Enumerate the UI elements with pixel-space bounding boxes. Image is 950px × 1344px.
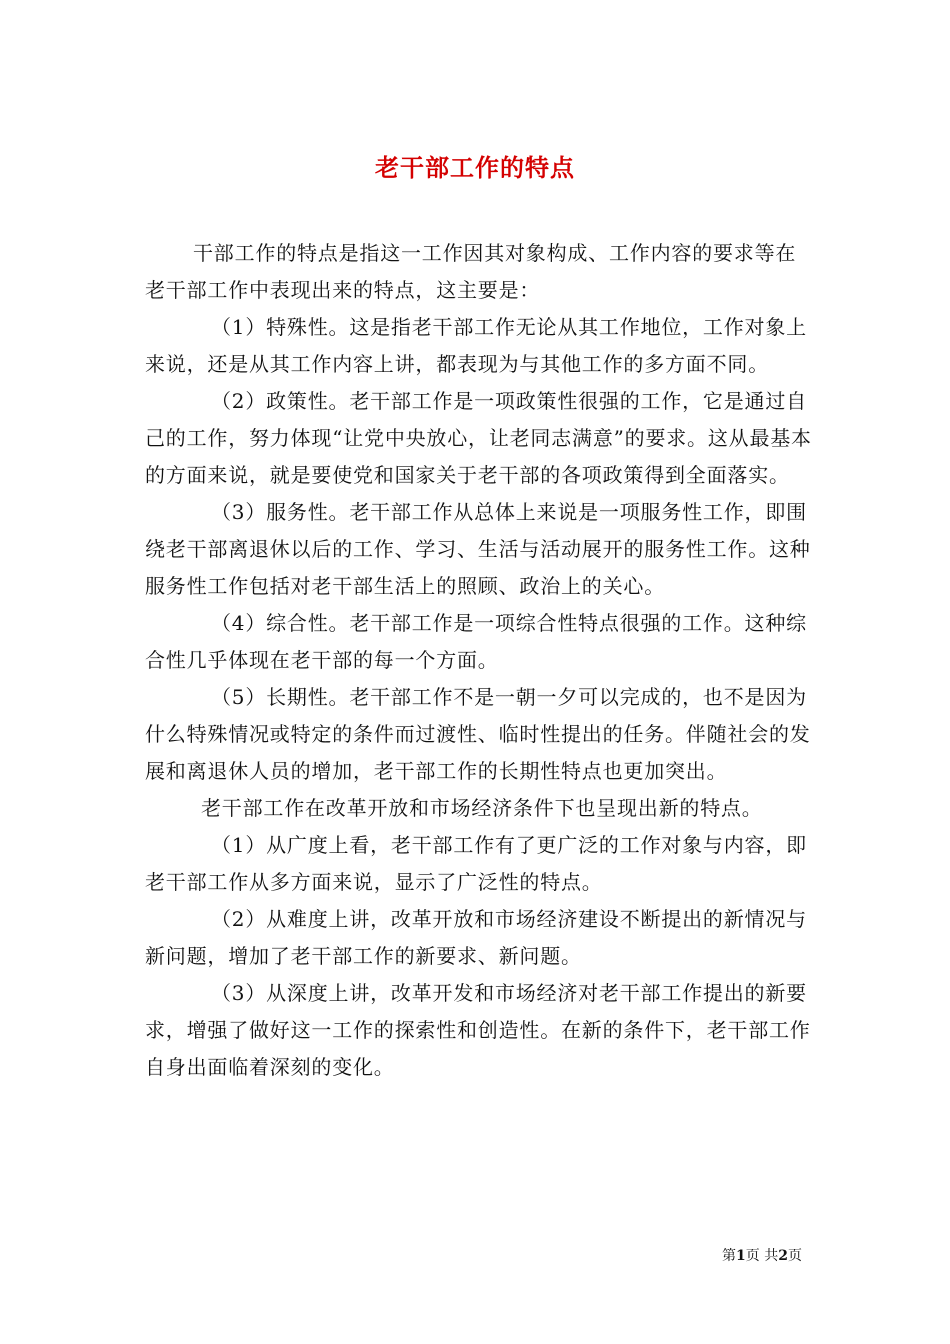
paragraph: 老干部工作在改革开放和市场经济条件下也呈现出新的特点。 [201, 796, 763, 820]
footer-total-pages: 2 [778, 1248, 788, 1264]
footer-page-number: 1 [736, 1248, 746, 1264]
paragraph: （1）从广度上看，老干部工作有了更广泛的工作对象与内容，即老干部工作从多方面来说，显示了广泛性的特点。 [145, 833, 807, 894]
paragraph: （4）综合性。老干部工作是一项综合性特点很强的工作。这种综合性几乎体现在老干部的每一个方面。 [145, 611, 807, 672]
paragraph: （3）从深度上讲，改革开发和市场经济对老干部工作提出的新要求，增强了做好这一工作的探索性和创造性。在新的条件下，老干部工作自身出面临着深刻的变化。 [145, 981, 811, 1079]
paragraph: （1）特殊性。这是指老干部工作无论从其工作地位，工作对象上来说，还是从其工作内容上讲，都表现为与其他工作的多方面不同。 [145, 315, 807, 376]
footer-suffix: 页 [788, 1248, 802, 1264]
page-footer [722, 1245, 802, 1265]
document-body [145, 235, 815, 1086]
footer-prefix: 第 [722, 1248, 737, 1264]
paragraph: （3）服务性。老干部工作从总体上来说是一项服务性工作，即围绕老干部离退休以后的工作、学习、生活与活动展开的服务性工作。这种服务性工作包括对老干部生活上的照顾、政治上的关心。 [145, 500, 811, 598]
paragraph: （2）从难度上讲，改革开放和市场经济建设不断提出的新情况与新问题，增加了老干部工作的新要求、新问题。 [145, 907, 807, 968]
paragraph: 干部工作的特点是指这一工作因其对象构成、工作内容的要求等在老干部工作中表现出来的特点，这主要是： [145, 241, 797, 302]
paragraph: （5）长期性。老干部工作不是一朝一夕可以完成的，也不是因为什么特殊情况或特定的条件而过渡性、临时性提出的任务。伴随社会的发展和离退休人员的增加，老干部工作的长期性特点也更加突出。 [145, 685, 811, 783]
paragraph: （2）政策性。老干部工作是一项政策性很强的工作，它是通过自己的工作，努力体现“让党中央放心，让老同志满意”的要求。这从最基本的方面来说，就是要使党和国家关于老干部的各项政策得到全面落实。 [145, 389, 812, 487]
document-title: 老干部工作的特点 [375, 153, 575, 183]
footer-middle: 页 共 [745, 1248, 779, 1264]
